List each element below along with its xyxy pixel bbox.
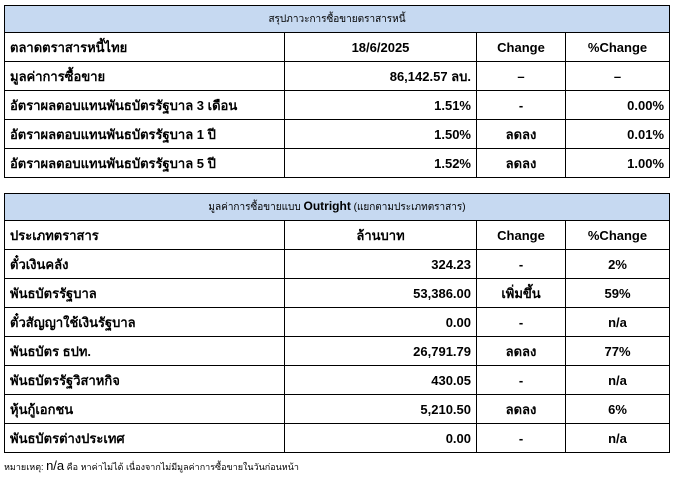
header-change: Change bbox=[477, 33, 566, 62]
row-change: - bbox=[477, 250, 566, 279]
table-row bbox=[5, 120, 670, 149]
row-change: ลดลง bbox=[477, 120, 566, 149]
table-row bbox=[5, 149, 670, 178]
summary-header-row bbox=[5, 33, 670, 62]
table-row bbox=[5, 250, 670, 279]
outright-header-row bbox=[5, 221, 670, 250]
row-value: 1.51% bbox=[285, 91, 477, 120]
table-row bbox=[5, 62, 670, 91]
row-label: พันธบัตรรัฐวิสาหกิจ bbox=[5, 366, 285, 395]
table-row bbox=[5, 337, 670, 366]
row-value: 86,142.57 ลบ. bbox=[285, 62, 477, 91]
table-row bbox=[5, 308, 670, 337]
row-label: มูลค่าการซื้อขาย bbox=[5, 62, 285, 91]
row-pct-change: 0.01% bbox=[566, 120, 670, 149]
summary-table bbox=[4, 5, 670, 178]
row-label: หุ้นกู้เอกชน bbox=[5, 395, 285, 424]
row-label: พันธบัตร ธปท. bbox=[5, 337, 285, 366]
row-label: ตั๋วเงินคลัง bbox=[5, 250, 285, 279]
table-row bbox=[5, 366, 670, 395]
row-value: 1.50% bbox=[285, 120, 477, 149]
row-change: เพิ่มขึ้น bbox=[477, 279, 566, 308]
header-date: 18/6/2025 bbox=[285, 33, 477, 62]
row-value: 53,386.00 bbox=[285, 279, 477, 308]
row-change: ลดลง bbox=[477, 149, 566, 178]
footnote bbox=[4, 458, 299, 474]
row-label: อัตราผลตอบแทนพันธบัตรรัฐบาล 5 ปี bbox=[5, 149, 285, 178]
row-change: - bbox=[477, 91, 566, 120]
table-row bbox=[5, 424, 670, 453]
row-pct-change: 2% bbox=[566, 250, 670, 279]
row-label: อัตราผลตอบแทนพันธบัตรรัฐบาล 1 ปี bbox=[5, 120, 285, 149]
outright-title-prefix: มูลค่าการซื้อขายแบบ bbox=[208, 202, 301, 213]
row-change: ลดลง bbox=[477, 395, 566, 424]
row-label: อัตราผลตอบแทนพันธบัตรรัฐบาล 3 เดือน bbox=[5, 91, 285, 120]
outright-title-bold: Outright bbox=[303, 199, 351, 213]
table-row bbox=[5, 279, 670, 308]
header-value: ล้านบาท bbox=[285, 221, 477, 250]
table-row bbox=[5, 91, 670, 120]
header-type: ประเภทตราสาร bbox=[5, 221, 285, 250]
row-pct-change: – bbox=[566, 62, 670, 91]
row-pct-change: 77% bbox=[566, 337, 670, 366]
row-value: 26,791.79 bbox=[285, 337, 477, 366]
row-change: – bbox=[477, 62, 566, 91]
row-pct-change: 0.00% bbox=[566, 91, 670, 120]
row-change: - bbox=[477, 308, 566, 337]
row-label: ตั๋วสัญญาใช้เงินรัฐบาล bbox=[5, 308, 285, 337]
table-row bbox=[5, 395, 670, 424]
outright-table bbox=[4, 193, 670, 453]
footnote-prefix: หมายเหตุ: bbox=[4, 462, 44, 472]
row-value: 0.00 bbox=[285, 308, 477, 337]
outright-title-row bbox=[5, 194, 670, 221]
header-market: ตลาดตราสารหนี้ไทย bbox=[5, 33, 285, 62]
row-value: 5,210.50 bbox=[285, 395, 477, 424]
row-pct-change: n/a bbox=[566, 366, 670, 395]
summary-title: สรุปภาวะการซื้อขายตราสารหนี้ bbox=[5, 6, 670, 33]
row-change: - bbox=[477, 424, 566, 453]
row-pct-change: n/a bbox=[566, 308, 670, 337]
header-pct-change: %Change bbox=[566, 33, 670, 62]
row-pct-change: 6% bbox=[566, 395, 670, 424]
outright-title bbox=[5, 194, 670, 221]
outright-title-suffix: (แยกตามประเภทตราสาร) bbox=[353, 202, 466, 213]
row-label: พันธบัตรต่างประเทศ bbox=[5, 424, 285, 453]
row-value: 0.00 bbox=[285, 424, 477, 453]
row-label: พันธบัตรรัฐบาล bbox=[5, 279, 285, 308]
summary-title-row bbox=[5, 6, 670, 33]
row-change: - bbox=[477, 366, 566, 395]
row-pct-change: 59% bbox=[566, 279, 670, 308]
row-value: 430.05 bbox=[285, 366, 477, 395]
footnote-text: คือ หาค่าไม่ได้ เนื่องจากไม่มีมูลค่าการซื้อขายในวันก่อนหน้า bbox=[66, 462, 299, 472]
row-pct-change: n/a bbox=[566, 424, 670, 453]
header-pct-change: %Change bbox=[566, 221, 670, 250]
header-change: Change bbox=[477, 221, 566, 250]
row-change: ลดลง bbox=[477, 337, 566, 366]
row-value: 324.23 bbox=[285, 250, 477, 279]
row-value: 1.52% bbox=[285, 149, 477, 178]
footnote-na: n/a bbox=[46, 458, 65, 473]
row-pct-change: 1.00% bbox=[566, 149, 670, 178]
